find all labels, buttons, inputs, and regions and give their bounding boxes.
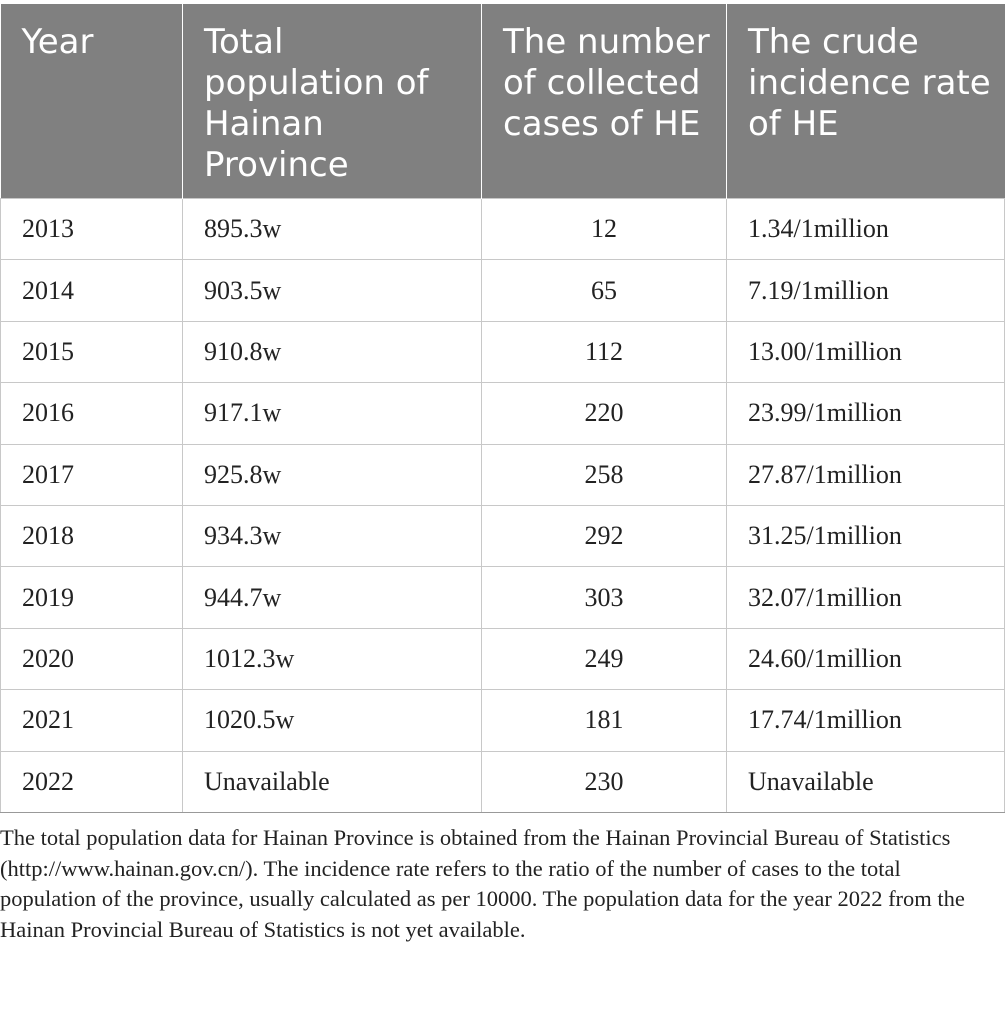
cell-rate: 23.99/1million [727,383,1005,444]
cell-year: 2015 [1,321,183,382]
header-incidence-rate: The crude incidence rate of HE [727,4,1005,199]
cell-population: 1012.3w [183,628,482,689]
table-body [1,199,1005,813]
cell-cases: 65 [482,260,727,321]
cell-cases: 292 [482,505,727,566]
cell-population: 910.8w [183,321,482,382]
incidence-table [0,4,1005,813]
table-row [1,505,1005,566]
table-row [1,260,1005,321]
header-collected-cases: The number of collected cases of HE [482,4,727,199]
cell-cases: 181 [482,690,727,751]
cell-year: 2016 [1,383,183,444]
cell-rate: 27.87/1million [727,444,1005,505]
cell-rate: 17.74/1million [727,690,1005,751]
cell-year: 2013 [1,199,183,260]
cell-year: 2021 [1,690,183,751]
cell-year: 2018 [1,505,183,566]
table-row [1,690,1005,751]
header-year: Year [1,4,183,199]
cell-rate: Unavailable [727,751,1005,812]
cell-year: 2019 [1,567,183,628]
cell-rate: 13.00/1million [727,321,1005,382]
cell-population: 944.7w [183,567,482,628]
table-header [1,4,1005,199]
table-row [1,567,1005,628]
data-table-container [0,4,1004,813]
cell-population: 895.3w [183,199,482,260]
cell-rate: 1.34/1million [727,199,1005,260]
cell-cases: 303 [482,567,727,628]
cell-cases: 112 [482,321,727,382]
cell-cases: 230 [482,751,727,812]
cell-cases: 12 [482,199,727,260]
cell-rate: 31.25/1million [727,505,1005,566]
cell-year: 2022 [1,751,183,812]
cell-cases: 249 [482,628,727,689]
cell-population: 934.3w [183,505,482,566]
cell-cases: 220 [482,383,727,444]
table-footnote: The total population data for Hainan Province is obtained from the Hainan Provincial Bureau of Statistics (http://www.hainan.gov.cn/). The incidence rate refers to the ratio of the number of cases to the total population of the province, usually calculated as per 10000. The population data for the year 2022 from the Hainan Provincial Bureau of Statistics is not yet available. [0,825,965,942]
table-row [1,628,1005,689]
table-row [1,751,1005,812]
cell-cases: 258 [482,444,727,505]
cell-rate: 24.60/1million [727,628,1005,689]
cell-year: 2017 [1,444,183,505]
header-row [1,4,1005,199]
cell-rate: 7.19/1million [727,260,1005,321]
cell-population: 1020.5w [183,690,482,751]
table-row [1,383,1005,444]
table-row [1,321,1005,382]
header-total-population: Total population of Hainan Province [183,4,482,199]
cell-population: Unavailable [183,751,482,812]
cell-rate: 32.07/1million [727,567,1005,628]
cell-year: 2020 [1,628,183,689]
cell-year: 2014 [1,260,183,321]
cell-population: 903.5w [183,260,482,321]
table-row [1,444,1005,505]
cell-population: 925.8w [183,444,482,505]
cell-population: 917.1w [183,383,482,444]
table-row [1,199,1005,260]
